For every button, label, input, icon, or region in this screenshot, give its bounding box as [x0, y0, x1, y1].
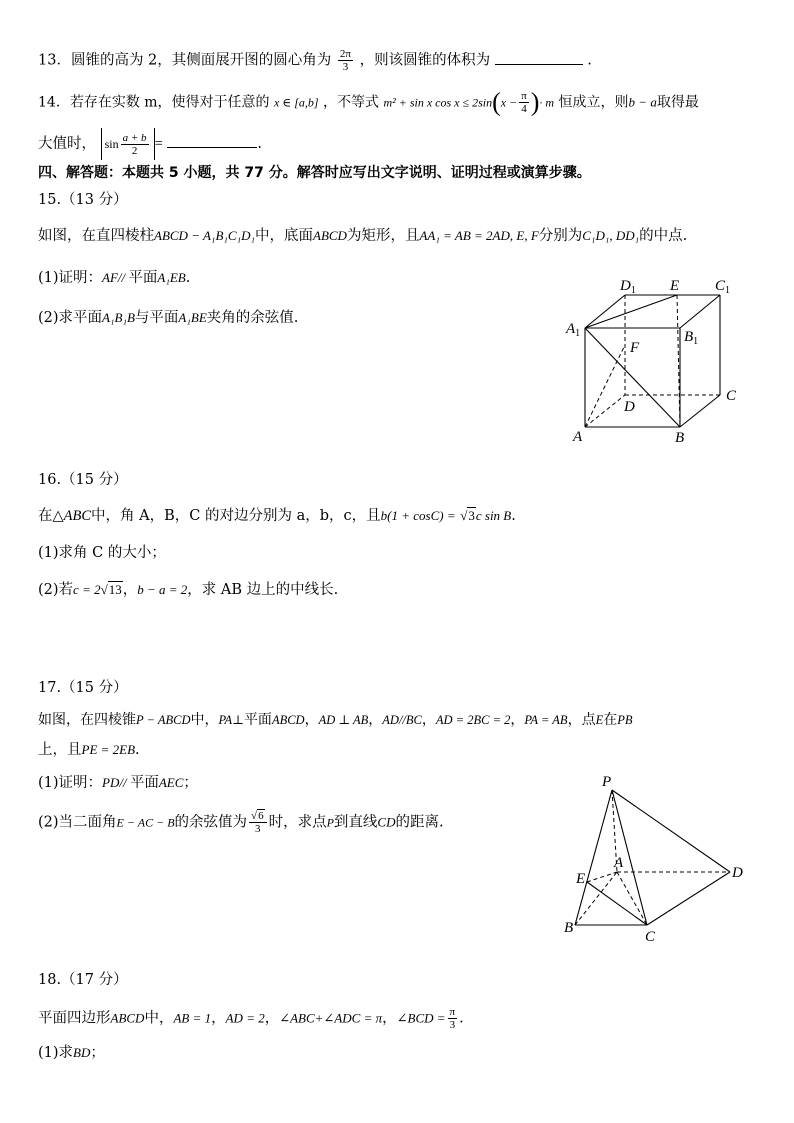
q16-part1: (1)求角 C 的大小； — [38, 545, 166, 561]
q17-line1: 如图，在四棱锥P − ABCD中，PA⊥平面ABCD，AD ⊥ AB，AD//BC，AD = 2BC = 2，PA = AB，点E在PB — [38, 712, 633, 728]
q14-answer-blank[interactable] — [167, 135, 257, 148]
q13-line: 13．圆锥的高为 2，其侧面展开图的圆心角为 $\frac{2\pi}{3}$ ，则该圆锥的体积为 . — [38, 48, 592, 73]
q15-label-A: A — [573, 429, 583, 445]
q13-answer-blank[interactable] — [495, 52, 583, 65]
q15-prism-figure — [560, 275, 750, 450]
q15-label-E: E — [670, 278, 680, 294]
q15-label-B1: $B_1$ — [684, 329, 699, 347]
q17-part2: (2)当二面角E − AC − B的余弦值为 $\frac{√6}{3}$ 时，求点P到直线CD的距离. — [38, 810, 444, 835]
q17-line2: 上，且PE = 2EB. — [38, 742, 140, 758]
q15-intro: 如图，在直四棱柱ABCD − A₁B₁C₁D₁中，底面ABCD为矩形，且AA₁ = AB = 2AD, E, F分别为C₁D₁, DD₁的中点. — [38, 228, 688, 244]
q17-header: 17.（15 分） — [38, 680, 128, 696]
q17-pyramid-figure — [555, 770, 755, 950]
q14-pi-frac: $\frac{\pi}{4}$ — [521, 90, 527, 115]
q16-header: 16.（15 分） — [38, 472, 128, 488]
q15-label-B: B — [675, 430, 685, 446]
q15-label-C1: $C_1$ — [715, 278, 731, 296]
q14-cond: x ∈ [a,b] — [274, 95, 319, 110]
q17-label-C: C — [645, 929, 656, 945]
q17-label-P: P — [602, 774, 612, 790]
q15-header: 15.（13 分） — [38, 192, 128, 208]
q17-part1: (1)证明：PD// 平面AEC； — [38, 775, 198, 791]
q15-label-A1: $A_1$ — [566, 321, 581, 339]
q18-pi-frac: $\frac{\pi}{3}$ — [449, 1006, 456, 1031]
q13-text-b: ，则该圆锥的体积为 — [359, 52, 491, 69]
q14-text-a: 14．若存在实数 m，使得对于任意的 — [38, 94, 270, 111]
section4-heading: 四、解答题：本题共 5 小题，共 77 分。解答时应写出文字说明、证明过程或演算步骤。 — [38, 165, 591, 181]
q15-label-C: C — [726, 388, 737, 404]
q18-header: 18.（17 分） — [38, 972, 128, 988]
q13-text-a: 13．圆锥的高为 2，其侧面展开图的圆心角为 — [38, 52, 332, 69]
q17-label-E: E — [576, 871, 586, 887]
q15-part2: (2)求平面A₁B₁B与平面A₁BE夹角的余弦值. — [38, 310, 299, 326]
q17-label-D: D — [732, 865, 743, 881]
q14-abs-expression: sin $\frac{a + b}{2}$ — [101, 128, 155, 160]
q16-part2: (2)若c = 2√13，b − a = 2，求 AB 边上的中线长. — [38, 582, 339, 598]
q15-part1: (1)证明：AF// 平面A₁EB. — [38, 270, 191, 286]
q18-line1: 平面四边形ABCD中，AB = 1，AD = 2，∠ABC+∠ADC = π，∠BCD = $\frac{\pi}{3}$ . — [38, 1006, 464, 1031]
q15-label-D: D — [624, 399, 635, 415]
q14-ineq-left: m² + sin x cos x ≤ 2sin — [383, 95, 493, 110]
q13-fraction: $\frac{2\pi}{3}$ — [339, 48, 351, 73]
q14-line1: 14．若存在实数 m，使得对于任意的 x ∈ [a,b] ，不等式 m² + sin x cos x ≤ 2sin(x − $\frac{\pi}{4}$ )· m 恒成立，则b − a取得最 — [38, 87, 699, 117]
q17-label-B: B — [564, 920, 574, 936]
q15-label-F: F — [630, 340, 640, 356]
q16-intro: 在△ABC中，角 A，B，C 的对边分别为 a，b，c，且b(1 + cosC) = √3c sin B. — [38, 508, 516, 524]
q17-cos-fraction: $\frac{√6}{3}$ — [249, 810, 267, 835]
q18-part1: (1)求BD； — [38, 1045, 105, 1061]
q14-line2: 大值时， sin $\frac{a + b}{2}$ = . — [38, 128, 262, 160]
q15-label-D1: $D_1$ — [620, 278, 636, 296]
q17-label-A: A — [614, 855, 624, 871]
